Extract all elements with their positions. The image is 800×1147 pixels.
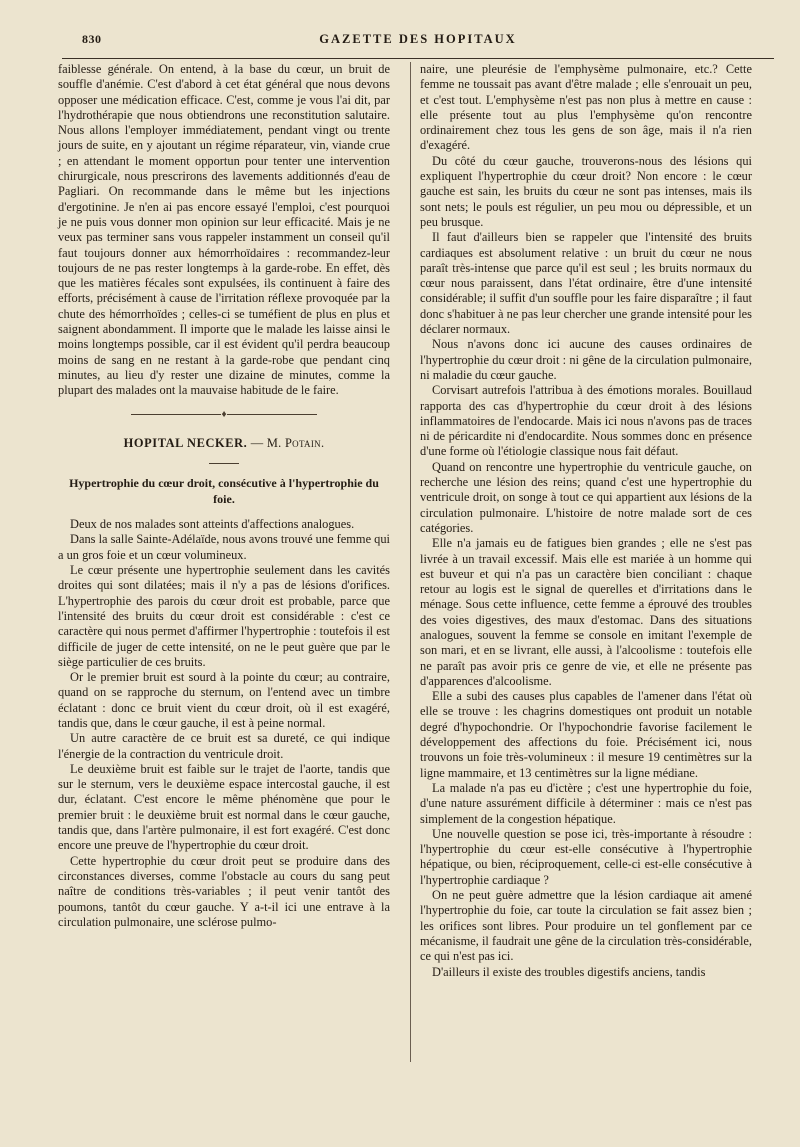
article-paragraph: Corvisart autrefois l'attribua à des émotions morales. Bouillaud rapporta des cas d'hypertrophie du cœur droit à des lésions inflammatoires de l'endocarde. Mais ici nous n'avons pas de traces ni de péricardite ni d'endocardite. Nous sommes donc en présence d'une forme où l'étiologie classique nous fait défaut. <box>420 383 752 459</box>
column-rule <box>410 62 411 1062</box>
article-paragraph: naire, une pleurésie de l'emphysème pulmonaire, etc.? Cette femme ne toussait pas avant d'être malade ; elle s'enrouait un peu, et c'est tout. L'emphysème n'est pas non plus à mettre en cause : elle présente tout au plus l'emphysème qu'on rencontre ordinairement chez tous les gens de son âge, mais il n'a rien d'exagéré. <box>420 62 752 153</box>
journal-title: GAZETTE DES HOPITAUX <box>319 32 517 46</box>
article-paragraph: Elle n'a jamais eu de fatigues bien grandes ; elle ne s'est pas livrée à un travail excessif. Mais elle est mariée à un homme qui est buveur et qui n'a pas un caractère bien conciliant : chaque retour au logis est le signal de querelles et d'irritations dans le ménage. Sous cette influence, cette femme a éprouvé des troubles des voies digestives, des maux d'estomac. Dans des situations analogues, souvent la femme se console en imitant l'exemple de son mari, et en se livrant, elle aussi, à l'alcoolisme : toutefois elle ne paraît pas avoir pris ce genre de vie, et elle ne présente pas d'apparences d'alcoolisme. <box>420 536 752 688</box>
article-paragraph: Quand on rencontre une hypertrophie du ventricule gauche, on recherche une lésion des reins; quand c'est une hypertrophie du ventricule droit, on songe à tout ce qui appartient aux lésions de la circulation pulmonaire. L'histoire de notre malade sort de ces catégories. <box>420 459 752 535</box>
article-paragraph: Du côté du cœur gauche, trouverons-nous des lésions qui expliquent l'hypertrophie du cœur droit? Non encore : le cœur gauche est sain, les bruits du cœur ne sont pas intenses, mais ils sont nets; le pouls est régulier, un peu mou ou dépressible, et un peu brusque. <box>420 153 752 229</box>
article-paragraph: Elle a subi des causes plus capables de l'amener dans l'état où elle se trouve : les chagrins domestiques ont produit un notable degré d'hypochondrie. Or l'hypochondrie favorise facilement le développement des affections du foie. Précisément ici, nous trouvons un foie très-volumineux : il mesure 19 centimètres sur la ligne mammaire, et 13 centimètres sur la ligne médiane. <box>420 689 752 780</box>
header-rule <box>62 58 774 59</box>
short-rule <box>209 463 239 464</box>
article-paragraph: On ne peut guère admettre que la lésion cardiaque ait amené l'hypertrophie du foie, car toute la circulation se fait assez bien ; les orifices sont libres. Pour produire un tel gonflement par ce mécanisme, il faudrait une gêne de la circulation très-considérable, ce qui n'est pas ici. <box>420 888 752 964</box>
article-paragraph: Le cœur présente une hypertrophie seulement dans les cavités droites qui sont dilatées; mais il n'y a pas de lésions d'orifices. L'hypertrophie des parois du cœur droit est probable, parce que l'intensité des bruits du cœur droit est considérable : c'est ce caractère qui nous permet d'affirmer l'hypertrophie : toutefois il est difficile de juger de cette intensité, on ne le peut guère que par le siège particulier de ces bruits. <box>58 563 390 669</box>
article-paragraph: Deux de nos malades sont atteints d'affections analogues. <box>70 517 355 532</box>
hospital-name: HOPITAL NECKER. <box>123 435 248 450</box>
article-paragraph: Il faut d'ailleurs bien se rappeler que l'intensité des bruits cardiaques est absolument relative : un bruit du cœur ne nous paraît très-intense que parce qu'il est seul ; les bruits normaux du cœur nous paraissent, dans l'état ordinaire, être d'une intensité considérable; il suffit d'un souffle pour les faire disparaître ; il faut donc s'habituer à ne pas leur chercher une grande intensité pour les déclarer normaux. <box>420 230 752 337</box>
article-paragraph: Dans la salle Sainte-Adélaïde, nous avons trouvé une femme qui a un gros foie et un cœur volumineux. <box>58 532 391 562</box>
article-title: Hypertrophie du cœur droit, consécutive à l'hypertrophie du foie. <box>69 476 379 506</box>
article-paragraph: Le deuxième bruit est faible sur le trajet de l'aorte, tandis que sur le sternum, vers le deuxième espace intercostal gauche, il est dur, éclatant. C'est encore le même phénomène que pour le premier bruit : le deuxième bruit est normal dans le cœur gauche, tandis que, dans l'artère pulmonaire, il est fort exagéré. C'est donc encore une preuve de l'hypertrophie du cœur droit. <box>58 761 390 853</box>
page-number: 830 <box>82 32 102 46</box>
section-divider: ♦ <box>58 407 390 422</box>
article-paragraph: D'ailleurs il existe des troubles digestifs anciens, tandis <box>432 964 706 979</box>
section-author: Potain. <box>284 435 325 450</box>
article-paragraph: Cette hypertrophie du cœur droit peut se produire dans des circonstances diverses, comme l'obstacle au cours du sang peut naître de conditions très-variables ; il peut venir tantôt des poumons, tantôt du cœur gauche. Y a-t-il ici une entrave à la circulation pulmonaire, une sclérose pulmo- <box>58 853 390 929</box>
article-paragraph: Nous n'avons donc ici aucune des causes ordinaires de l'hypertrophie du cœur droit : ni gêne de la circulation pulmonaire, ni maladie du cœur gauche. <box>420 337 752 382</box>
section-heading <box>58 436 390 451</box>
article-paragraph: Une nouvelle question se pose ici, très-importante à résoudre : l'hypertrophie du cœur est-elle consécutive à l'hypertrophie hépatique, ou bien, réciproquement, celle-ci est-elle consécutive à l'hypertrophie cardiaque ? <box>420 826 752 887</box>
section-separator: — M. <box>247 435 285 450</box>
page-header <box>62 30 774 52</box>
left-column <box>58 62 390 930</box>
right-column <box>420 62 752 980</box>
article-paragraph: La malade n'a pas eu d'ictère ; c'est une hypertrophie du foie, d'une nature assurément difficile à déterminer : mais ce n'est pas simplement de la congestion hépatique. <box>420 780 752 826</box>
article-paragraph: Or le premier bruit est sourd à la pointe du cœur; au contraire, quand on se rapproche du sternum, on l'entend avec un timbre éclatant : donc ce bruit vient du cœur droit, où il est exagéré, tandis que, dans le cœur gauche, il est à peine normal. <box>58 670 390 730</box>
article-paragraph: Un autre caractère de ce bruit est sa dureté, ce qui indique l'énergie de la contraction du ventricule droit. <box>58 731 390 761</box>
intro-paragraph: faiblesse générale. On entend, à la base du cœur, un bruit de souffle d'anémie. C'est d'abord à cet état général que nous devons opposer une médication efficace. C'est, comme je vous l'ai dit, par l'hydrothérapie que nous obtiendrons une reconstitution salutaire. Nous allons l'employer immédiatement, pendant vingt ou trente jours de suite, en y ajoutant un régime réparateur, vin, viande crue ; en attendant le moment opportun pour tenter une intervention chirurgicale, nous prescrirons des lavements additionnés d'eau de Pagliari. On recommande dans le même but les injections d'ergotinine. Je n'en ai pas encore essayé l'emploi, c'est pourquoi je ne puis vous donner mon opinion sur leur efficacité. Mais je ne veux pas terminer sans vous rappeler instamment un conseil qu'il faut toujours donner aux hémorrhoïdaires : recommandez-leur toujours de ne pas rester longtemps à la garde-robe. En effet, dès que les matières fécales sont expulsées, ils continuent à faire des efforts, précisément à cause de l'irritation réflexe provoquée par la chute des hémorrhoïdes ; celles-ci se tuméfient de plus en plus et saignent abondamment. Il importe que le malade les laisse ainsi le moins longtemps possible, car il est évident qu'il perdra beaucoup moins de sang en ne restant à la garde-robe que pendant cinq minutes, au lieu d'y rester une dizaine de minutes, comme la plupart des malades ont la mauvaise habitude de le faire. <box>58 62 390 398</box>
